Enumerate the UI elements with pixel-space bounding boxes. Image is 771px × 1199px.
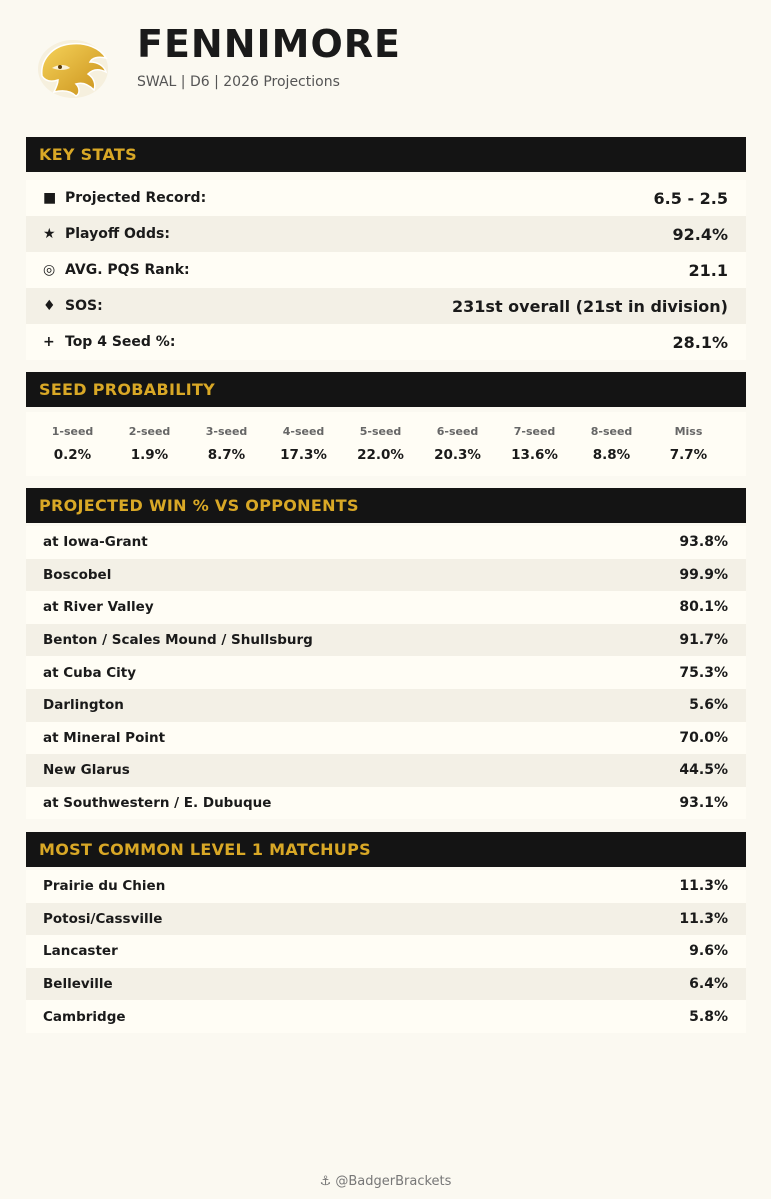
opponent-name: Belleville bbox=[43, 976, 113, 993]
seed-label: 6-seed bbox=[436, 425, 479, 438]
star-icon: ★ bbox=[43, 226, 56, 242]
stat-row-playoff-odds bbox=[26, 216, 746, 252]
seed-value: 7.7% bbox=[669, 447, 708, 463]
opponent-name: at Iowa-Grant bbox=[43, 534, 148, 551]
stat-label: AVG. PQS Rank: bbox=[65, 262, 190, 278]
opponent-name: Darlington bbox=[43, 697, 124, 714]
seed-label: 3-seed bbox=[205, 425, 248, 438]
matchup-value: 9.6% bbox=[689, 943, 728, 960]
matchups-section bbox=[26, 832, 746, 1033]
win-value: 93.1% bbox=[679, 795, 728, 812]
seed-value: 1.9% bbox=[130, 447, 169, 463]
stat-label: Projected Record: bbox=[65, 190, 207, 206]
table-row bbox=[26, 591, 746, 624]
win-value: 93.8% bbox=[679, 534, 728, 551]
seed-grid bbox=[26, 412, 746, 476]
table-row bbox=[26, 787, 746, 820]
opponent-name: Lancaster bbox=[43, 943, 118, 960]
seed-value: 20.3% bbox=[434, 447, 481, 463]
stat-label: SOS: bbox=[65, 298, 103, 314]
seed-column bbox=[342, 412, 419, 476]
stat-value: 6.5 - 2.5 bbox=[653, 188, 728, 208]
matchup-value: 11.3% bbox=[679, 910, 728, 927]
opponent-name: New Glarus bbox=[43, 762, 130, 779]
seed-value: 13.6% bbox=[511, 447, 558, 463]
win-value: 70.0% bbox=[679, 729, 728, 746]
seed-label: 7-seed bbox=[513, 425, 556, 438]
matchups-heading: MOST COMMON LEVEL 1 MATCHUPS bbox=[26, 832, 746, 867]
seed-value: 22.0% bbox=[357, 447, 404, 463]
win-value: 44.5% bbox=[679, 762, 728, 779]
table-row bbox=[26, 526, 746, 559]
win-value: 91.7% bbox=[679, 632, 728, 649]
stat-value: 92.4% bbox=[672, 224, 728, 244]
square-icon: ■ bbox=[43, 190, 57, 206]
win-value: 5.6% bbox=[689, 697, 728, 714]
diamond-icon: ♦ bbox=[43, 298, 56, 314]
stat-value: 28.1% bbox=[672, 332, 728, 352]
key-stats-heading: KEY STATS bbox=[26, 137, 746, 172]
seed-column bbox=[111, 412, 188, 476]
opponent-name: Cambridge bbox=[43, 1008, 126, 1025]
stat-value: 231st overall (21st in division) bbox=[452, 296, 728, 316]
seed-label: 2-seed bbox=[128, 425, 171, 438]
matchup-value: 5.8% bbox=[689, 1008, 728, 1025]
seed-label: Miss bbox=[674, 425, 703, 438]
key-stats-section bbox=[26, 137, 746, 360]
table-row bbox=[26, 1000, 746, 1033]
win-value: 75.3% bbox=[679, 664, 728, 681]
seed-label: 1-seed bbox=[51, 425, 94, 438]
seed-value: 17.3% bbox=[280, 447, 327, 463]
seed-value: 8.7% bbox=[207, 447, 246, 463]
opponent-name: at Cuba City bbox=[43, 664, 137, 681]
seed-label: 5-seed bbox=[359, 425, 402, 438]
table-row bbox=[26, 656, 746, 689]
stat-label: Playoff Odds: bbox=[65, 226, 170, 242]
seed-label: 8-seed bbox=[590, 425, 633, 438]
eagle-head-logo-icon bbox=[36, 38, 110, 100]
table-row bbox=[26, 754, 746, 787]
table-row bbox=[26, 624, 746, 657]
seed-column bbox=[265, 412, 342, 476]
seed-probability-section bbox=[26, 372, 746, 476]
opponent-name: at Southwestern / E. Dubuque bbox=[43, 795, 272, 812]
opponent-name: Boscobel bbox=[43, 566, 112, 583]
matchup-value: 11.3% bbox=[679, 878, 728, 895]
seed-column bbox=[650, 412, 727, 476]
table-row bbox=[26, 935, 746, 968]
target-icon: ◎ bbox=[43, 262, 56, 278]
seed-column bbox=[496, 412, 573, 476]
opponent-name: Prairie du Chien bbox=[43, 878, 166, 895]
seed-column bbox=[34, 412, 111, 476]
seed-column bbox=[573, 412, 650, 476]
opponent-name: Potosi/Cassville bbox=[43, 910, 163, 927]
table-row bbox=[26, 870, 746, 903]
table-row bbox=[26, 559, 746, 592]
table-row bbox=[26, 689, 746, 722]
table-row bbox=[26, 903, 746, 936]
table-row bbox=[26, 968, 746, 1001]
stat-row-sos bbox=[26, 288, 746, 324]
win-pct-section bbox=[26, 488, 746, 819]
win-value: 99.9% bbox=[679, 566, 728, 583]
win-pct-heading: PROJECTED WIN % VS OPPONENTS bbox=[26, 488, 746, 523]
table-row bbox=[26, 722, 746, 755]
opponent-name: Benton / Scales Mound / Shullsburg bbox=[43, 632, 313, 649]
plus-icon: + bbox=[43, 334, 55, 350]
seed-column bbox=[188, 412, 265, 476]
seed-probability-heading: SEED PROBABILITY bbox=[26, 372, 746, 407]
stat-label: Top 4 Seed %: bbox=[65, 334, 176, 350]
opponent-name: at Mineral Point bbox=[43, 729, 166, 746]
seed-value: 8.8% bbox=[592, 447, 631, 463]
stat-row-record bbox=[26, 180, 746, 216]
page-title: FENNIMORE bbox=[137, 22, 401, 66]
opponent-name: at River Valley bbox=[43, 599, 154, 616]
seed-label: 4-seed bbox=[282, 425, 325, 438]
footer-credit: ⚓ @BadgerBrackets bbox=[319, 1174, 452, 1189]
page-subtitle: SWAL | D6 | 2026 Projections bbox=[137, 74, 340, 90]
stat-value: 21.1 bbox=[688, 260, 728, 280]
seed-column bbox=[419, 412, 496, 476]
stat-row-top4-seed bbox=[26, 324, 746, 360]
header bbox=[0, 0, 771, 130]
win-value: 80.1% bbox=[679, 599, 728, 616]
seed-value: 0.2% bbox=[53, 447, 92, 463]
matchup-value: 6.4% bbox=[689, 976, 728, 993]
stat-row-pqs-rank bbox=[26, 252, 746, 288]
